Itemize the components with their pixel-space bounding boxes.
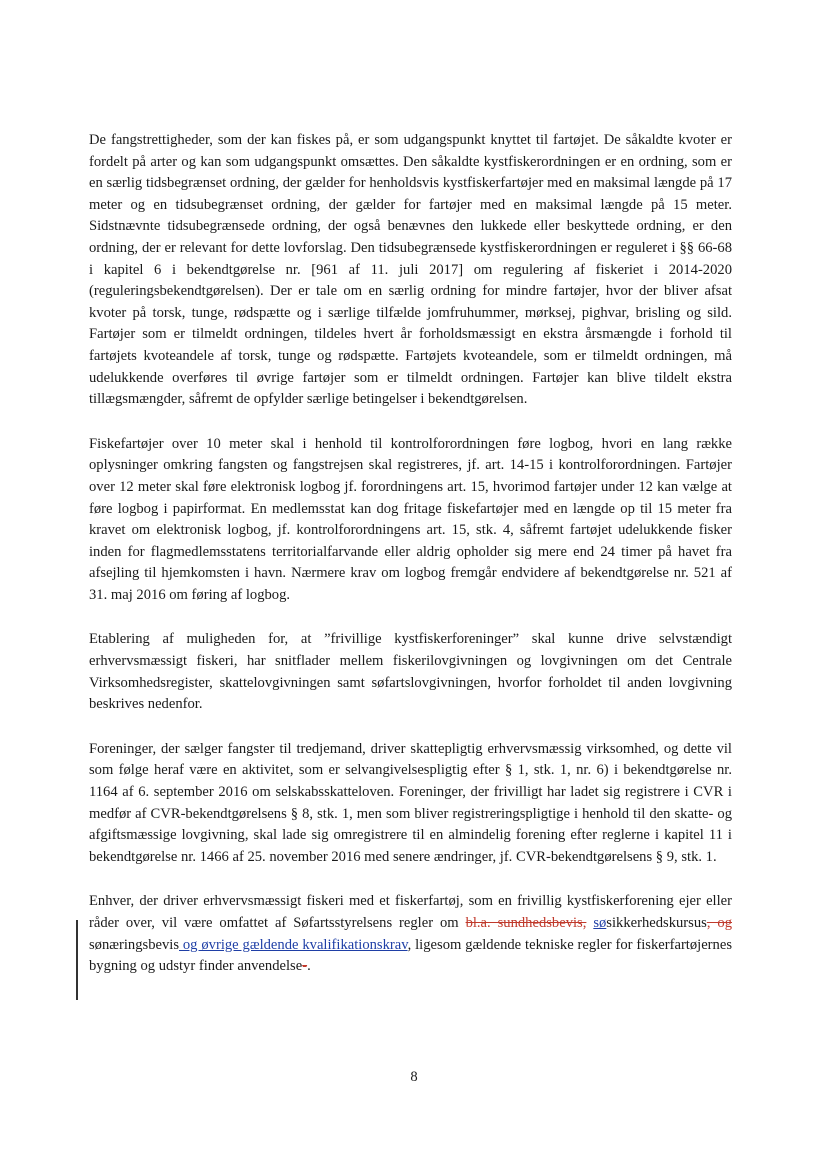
paragraph-associations-establishment: Etablering af muligheden for, at ”frivillige kystfiskerforeninger” skal kunne drive selvstændigt erhvervsmæssigt fiskeri, har snitflader mellem fiskerilovgivningen og lovgivningen om det Centrale Virksomhedsregister, skattelovgivningen samt søfartslovgivningen, hvorfor forholdet til anden lovgivning beskrives nedenfor. [89,631,732,713]
tracked-change-bar [76,920,78,1000]
page-number: 8 [410,1069,418,1085]
tracked-deletion: , og [706,915,732,931]
tracked-deletion: - [302,958,308,975]
paragraph-maritime-rules-tracked [89,891,732,977]
tracked-insertion: sø [593,915,607,931]
text-run: , ligesom gældende tekniske regler for fiskerfartøjernes bygning og udstyr finder anvendelse [89,936,732,975]
text-run: sikkerhedskursus [606,915,707,931]
text-run: sønæringsbevis [89,936,179,953]
paragraph-fishing-rights: De fangstrettigheder, som der kan fiskes på, er som udgangspunkt knyttet til fartøjet. De såkaldte kvoter er fordelt på arter og kan som udgangspunkt omsættes. Den såkaldte kystfiskerordningen er en ordning, som er en særlig tidsbegrænset ordning, der gælder for henholdsvis kystfiskerfartøjer med en maksimal længde på 17 meter og en tidsubegrænset ordning, der gælder for fartøjer med en maksimal længde på 15 meter. Sidstnævnte tidsubegrænsede ordning, der også benævnes den lukkede eller beskyttede ordning, er den ordning, der er relevant for dette lovforslag. Den tidsubegrænsede kystfiskerordningen er reguleret i §§ 66-68 i kapitel 6 i bekendtgørelse nr. [961 af 11. juli 2017] om regulering af fiskeriet i 2014-2020 (reguleringsbekendtgørelsen). Der er tale om en særlig ordning for mindre fartøjer, hvor der bliver afsat kvoter på torsk, tunge, rødspætte og i særlige tilfælde jomfruhummer, mørksej, pighvar, brisling og sild. Fartøjer som er tilmeldt ordningen, tildeles hvert år forholdsmæssigt en ekstra årsmængde i forhold til fartøjets kvoteandele af torsk, tunge og rødspætte. Fartøjets kvoteandele, som er tilmeldt ordningen, må udelukkende overføres til øvrige fartøjer som er tilmeldt ordningen. Fartøjer kan blive tildelt ekstra tillægsmængder, såfremt de opfylder særlige betingelser i bekendtgørelsen. [89,132,732,408]
tracked-deletion: bl.a. sundhedsbevis, [465,915,587,931]
text-run: Enhver, der driver erhvervsmæssigt fiskeri med et fiskerfartøj, som en frivillig kystfiskerforening ejer eller råder over, vil være omfattet af Søfartsstyrelsens regler om [89,893,732,931]
paragraph-tax-registration: Foreninger, der sælger fangster til tredjemand, driver skattepligtig erhvervsmæssig virksomhed, og dette vil som følge heraf være en aktivitet, som er selvangivelsespligtig efter § 1, stk. 1, nr. 6) i bekendtgørelse nr. 1164 af 6. september 2016 om selskabsskatteloven. Foreninger, der frivilligt har ladet sig registrere i CVR i medfør af CVR-bekendtgørelsens § 8, stk. 1, men som bliver registreringspligtige i henhold til den skatte- og afgiftsmæssige lovgivning, skal lade sig omregistrere til en almindelig forening efter reglerne i kapitel 11 i bekendtgørelse nr. 1466 af 25. november 2016 med senere ændringer, jf. CVR-bekendtgørelsens § 9, stk. 1. [89,740,732,865]
tracked-insertion: og øvrige gældende kvalifikationskrav [179,936,408,953]
text-run: . [307,958,311,975]
document-body [89,130,732,978]
paragraph-logbook: Fiskefartøjer over 10 meter skal i henhold til kontrolforordningen føre logbog, hvori en lang række oplysninger omkring fangsten og fangstrejsen skal registreres, jf. art. 14-15 i kontrolforordningen. Fartøjer over 12 meter skal føre elektronisk logbog jf. forordningens art. 15, hvorimod fartøjer under 12 kan vælge at føre logbog i papirformat. En medlemsstat kan dog fritage fiskefartøjer med en længde op til 15 meter fra kravet om elektronisk logbog, jf. kontrolforordningens art. 15, stk. 4, såfremt fartøjet udelukkende fisker inden for flagmedlemsstatens territorialfarvande eller aldrig opholder sig mere end 24 timer på havet fra afsejling til hjemkomsten i havn. Nærmere krav om logbog fremgår endvidere af bekendtgørelse nr. 521 af 31. maj 2016 om føring af logbog. [89,435,732,603]
